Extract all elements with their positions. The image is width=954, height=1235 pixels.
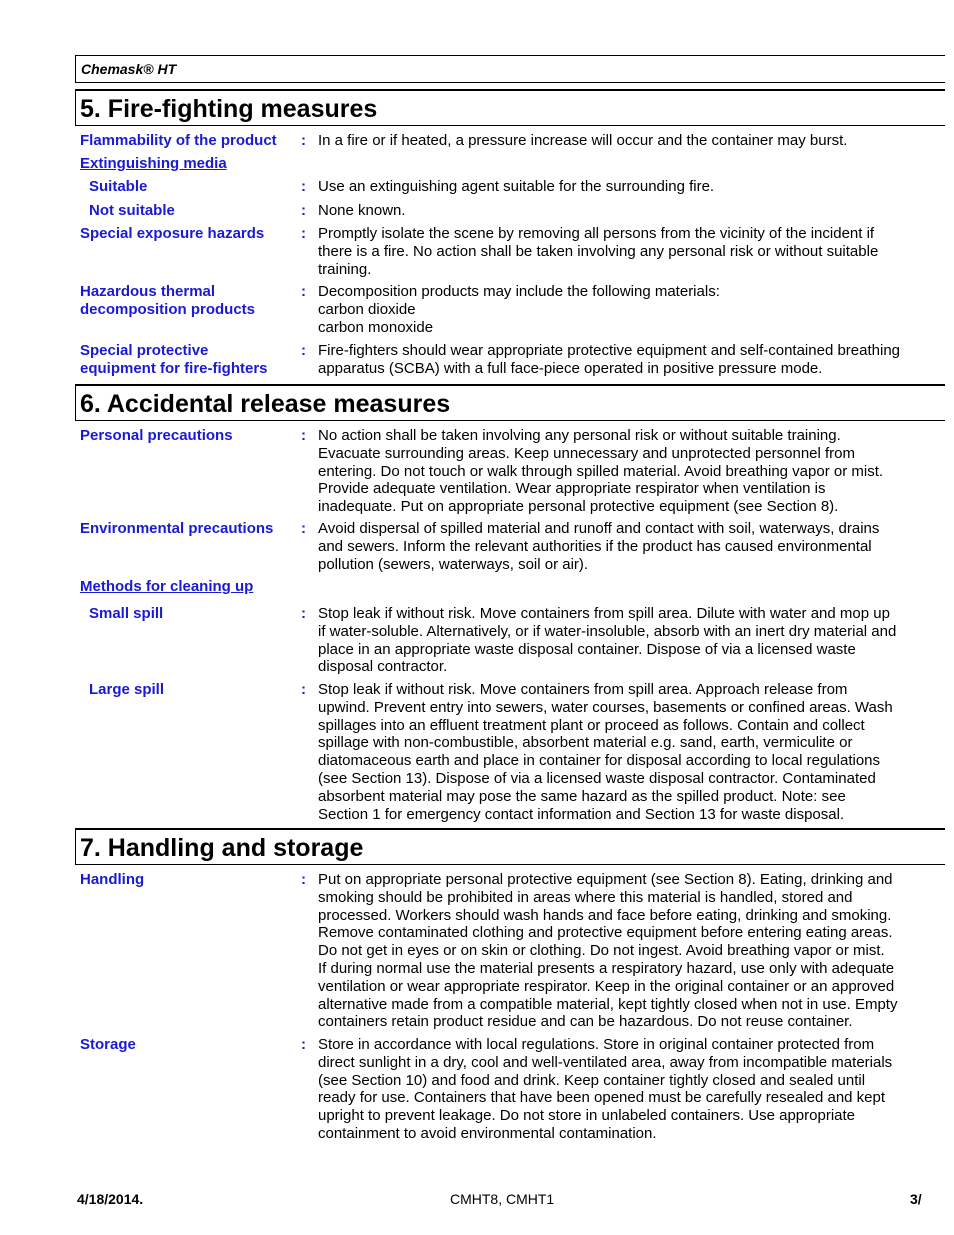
section-7-heading [75, 828, 945, 865]
section-5-heading [75, 89, 945, 126]
separator: : [301, 520, 306, 537]
protective-equipment-label: Special protective equipment for fire-fighters [80, 342, 268, 377]
not-suitable-text: None known. [318, 202, 406, 219]
storage-label: Storage [80, 1036, 136, 1053]
product-name: Chemask® HT [81, 61, 177, 77]
hazardous-thermal-text: Decomposition products may include the following materials: carbon dioxide carbon monoxide [318, 283, 720, 336]
hazardous-thermal-label: Hazardous thermal decomposition products [80, 283, 256, 318]
separator: : [301, 132, 306, 149]
small-spill-label: Small spill [89, 605, 164, 622]
section-6-heading [75, 384, 945, 421]
special-exposure-label: Special exposure hazards [80, 225, 265, 242]
handling-text: Put on appropriate personal protective equipment (see Section 8). Eating, drinking and smoking should be prohibited in areas where this material is handled, stored and processed. Workers should wash hands and face before eating, drinking and smoking. Remove contaminated clothing and protective equipment before entering eating areas. Do not get in eyes or on skin or clothing. Do not ingest. Avoid breathing vapor or mist. If during normal use the material presents a respiratory hazard, use only with adequate ventilation or wear appropriate respirator. Keep in the original container or an approved alternative made from a compatible material, kept tightly closed when not in use. Empty containers retain product residue and can be hazardous. Do not reuse container. [318, 871, 898, 1031]
methods-cleaning-label: Methods for cleaning up [80, 578, 254, 595]
separator: : [301, 1036, 306, 1053]
separator: : [301, 178, 306, 195]
personal-precautions-label: Personal precautions [80, 427, 233, 444]
flammability-text: In a fire or if heated, a pressure increase will occur and the container may burst. [318, 132, 848, 149]
small-spill-text: Stop leak if without risk. Move containers from spill area. Dilute with water and mop up if water-soluble. Alternatively, or if water-insoluble, absorb with an inert dry material and place in an appropriate waste disposal container. Dispose of via a licensed waste disposal contractor. [318, 605, 897, 676]
separator: : [301, 225, 306, 242]
special-exposure-text: Promptly isolate the scene by removing all persons from the vicinity of the incident if there is a fire. No action shall be taken involving any personal risk or without suitable training. [318, 225, 879, 278]
footer-product-codes: CMHT8, CMHT1 [450, 1191, 555, 1207]
protective-equipment-text: Fire-fighters should wear appropriate protective equipment and self-contained breathing apparatus (SCBA) with a full face-piece operated in positive pressure mode. [318, 342, 901, 377]
large-spill-label: Large spill [89, 681, 165, 698]
suitable-text: Use an extinguishing agent suitable for the surrounding fire. [318, 178, 715, 195]
separator: : [301, 681, 306, 698]
large-spill-text: Stop leak if without risk. Move containers from spill area. Approach release from upwind. Prevent entry into sewers, water courses, basements or confined areas. Wash spillages into an effluent treatment plant or proceed as follows. Contain and collect spillage with non-combustible, absorbent material e.g. sand, earth, vermiculite or diatomaceous earth and place in container for disposal according to local regulations (see Section 13). Dispose of via a licensed waste disposal contractor. Contaminated absorbent material may pose the same hazard as the spilled product. Note: see Section 1 for emergency contact information and Section 13 for waste disposal. [318, 681, 893, 823]
separator: : [301, 202, 306, 219]
separator: : [301, 871, 306, 888]
flammability-label: Flammability of the product [80, 132, 277, 149]
extinguishing-media-label: Extinguishing media [80, 155, 227, 172]
suitable-label: Suitable [89, 178, 148, 195]
environmental-precautions-text: Avoid dispersal of spilled material and runoff and contact with soil, waterways, drains and sewers. Inform the relevant authorities if the product has caused environmental pollution (sewers, waterways, soil or air). [318, 520, 880, 573]
storage-text: Store in accordance with local regulations. Store in original container protected from direct sunlight in a dry, cool and well-ventilated area, away from incompatible materials (see Section 10) and food and drink. Keep container tightly closed and sealed until ready for use. Containers that have been opened must be carefully resealed and kept upright to prevent leakage. Do not store in unlabeled containers. Use appropriate containment to avoid environmental contamination. [318, 1036, 893, 1142]
document-header [75, 55, 945, 83]
section-5-title: 5. Fire-fighting measures [80, 95, 378, 123]
footer-page-number: 3/ [910, 1191, 922, 1207]
section-6-title: 6. Accidental release measures [80, 390, 451, 418]
personal-precautions-text: No action shall be taken involving any personal risk or without suitable training. Evacuate surrounding areas. Keep unnecessary and unprotected personnel from entering. Do not touch or walk through spilled material. Avoid breathing vapor or mist. Provide adequate ventilation. Wear appropriate respirator when ventilation is inadequate. Put on appropriate personal protective equipment (see Section 8). [318, 427, 884, 516]
separator: : [301, 605, 306, 622]
not-suitable-label: Not suitable [89, 202, 175, 219]
separator: : [301, 283, 306, 300]
section-7-title: 7. Handling and storage [80, 834, 364, 862]
environmental-precautions-label: Environmental precautions [80, 520, 274, 537]
handling-label: Handling [80, 871, 145, 888]
footer-date: 4/18/2014. [77, 1191, 144, 1207]
separator: : [301, 427, 306, 444]
separator: : [301, 342, 306, 359]
